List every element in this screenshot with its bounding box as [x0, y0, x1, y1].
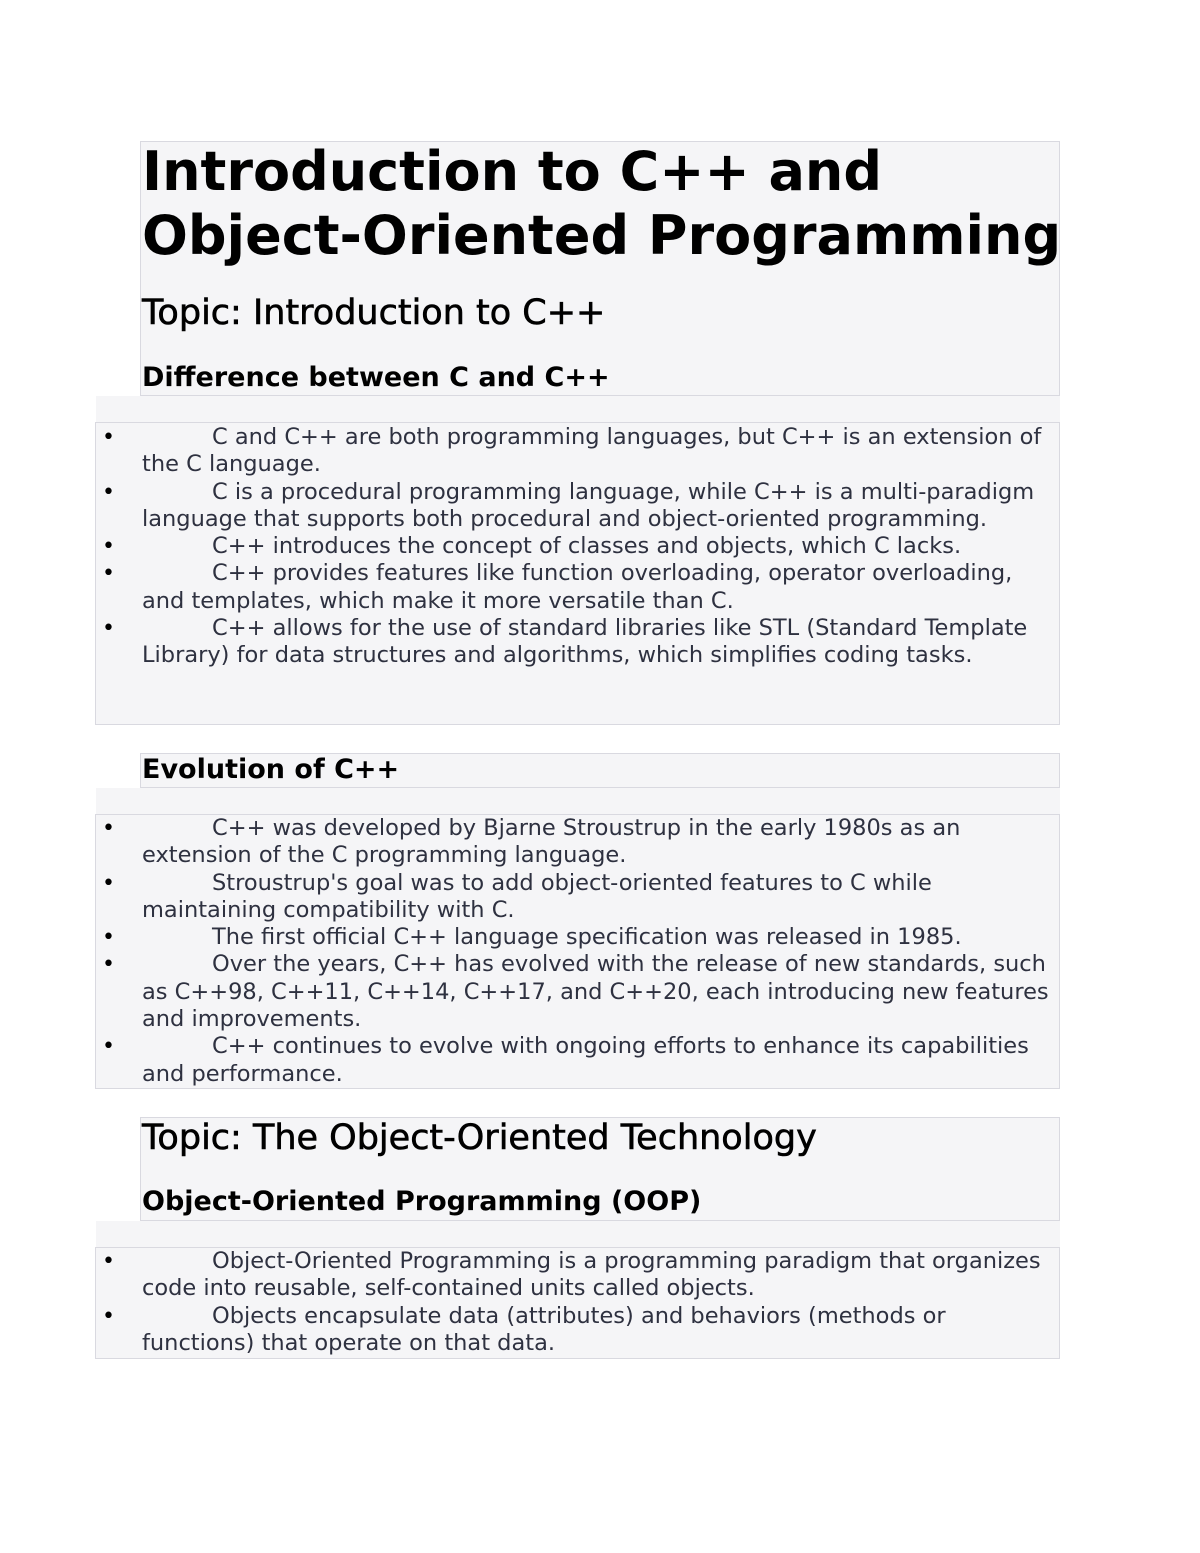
bullet-icon: •	[102, 425, 115, 450]
list-item-text: C++ provides features like function overloading, operator overloading, and templates, which make it more versatile than C.	[142, 560, 1013, 614]
difference-list	[96, 424, 1056, 670]
topic-heading-2: Topic: The Object-Oriented Technology	[142, 1118, 817, 1158]
section-heading-oop: Object-Oriented Programming (OOP)	[142, 1186, 702, 1217]
list-item-text: C and C++ are both programming languages, but C++ is an extension of the C language.	[142, 424, 1042, 478]
list-item-text: C is a procedural programming language, while C++ is a multi-paradigm language that supports both procedural and object-oriented programming.	[142, 478, 1035, 532]
list-item	[96, 815, 1056, 870]
spacer-strip	[96, 396, 1060, 422]
topic-heading-1: Topic: Introduction to C++	[142, 293, 606, 333]
bullet-icon: •	[102, 816, 115, 841]
list-item-text: Over the years, C++ has evolved with the release of new standards, such as C++98, C++11, C++14, C++17, and C++20, each introducing new features and improvements.	[142, 951, 1049, 1033]
title-line-1: Introduction to C++ and	[142, 140, 883, 203]
list-item-text: C++ continues to evolve with ongoing efforts to enhance its capabilities and performance.	[142, 1033, 1029, 1087]
list-item	[96, 1303, 1056, 1358]
oop-list	[96, 1248, 1056, 1357]
list-item	[96, 1248, 1056, 1303]
list-item	[96, 951, 1056, 1033]
list-item-text: C++ allows for the use of standard libraries like STL (Standard Template Library) for data structures and algorithms, which simplifies coding tasks.	[142, 615, 1028, 669]
bullet-icon: •	[102, 479, 115, 505]
list-item-text: C++ introduces the concept of classes and objects, which C lacks.	[212, 533, 962, 560]
list-item	[96, 924, 1056, 951]
bullet-icon: •	[102, 1303, 115, 1329]
evolution-list	[96, 815, 1056, 1088]
list-item-text: The first official C++ language specification was released in 1985.	[212, 924, 962, 951]
spacer-strip	[96, 1221, 1060, 1247]
bullet-icon: •	[102, 1249, 115, 1274]
bullet-icon: •	[102, 561, 115, 587]
list-item-text: Object-Oriented Programming is a programming paradigm that organizes code into reusable, self-contained units called objects.	[142, 1248, 1041, 1302]
list-item	[96, 424, 1056, 479]
bullet-icon: •	[102, 952, 115, 978]
list-item-text: Stroustrup's goal was to add object-oriented features to C while maintaining compatibility with C.	[142, 869, 932, 923]
document-title	[142, 140, 1061, 268]
list-item-text: C++ was developed by Bjarne Stroustrup in the early 1980s as an extension of the C programming language.	[142, 815, 961, 869]
spacer-strip	[96, 788, 1060, 814]
bullet-icon: •	[102, 616, 115, 642]
section-heading-difference: Difference between C and C++	[142, 362, 610, 393]
title-line-2: Object-Oriented Programming	[142, 204, 1062, 267]
bullet-icon: •	[102, 1034, 115, 1060]
bullet-icon: •	[102, 534, 115, 560]
list-item-text: Objects encapsulate data (attributes) and behaviors (methods or functions) that operate on that data.	[142, 1302, 946, 1356]
list-item	[96, 1033, 1056, 1088]
list-item	[96, 560, 1056, 615]
list-item	[96, 533, 1056, 560]
list-item	[96, 479, 1056, 534]
list-item	[96, 870, 1056, 925]
list-item	[96, 615, 1056, 670]
bullet-icon: •	[102, 925, 115, 951]
bullet-icon: •	[102, 870, 115, 896]
section-heading-evolution: Evolution of C++	[142, 754, 400, 785]
